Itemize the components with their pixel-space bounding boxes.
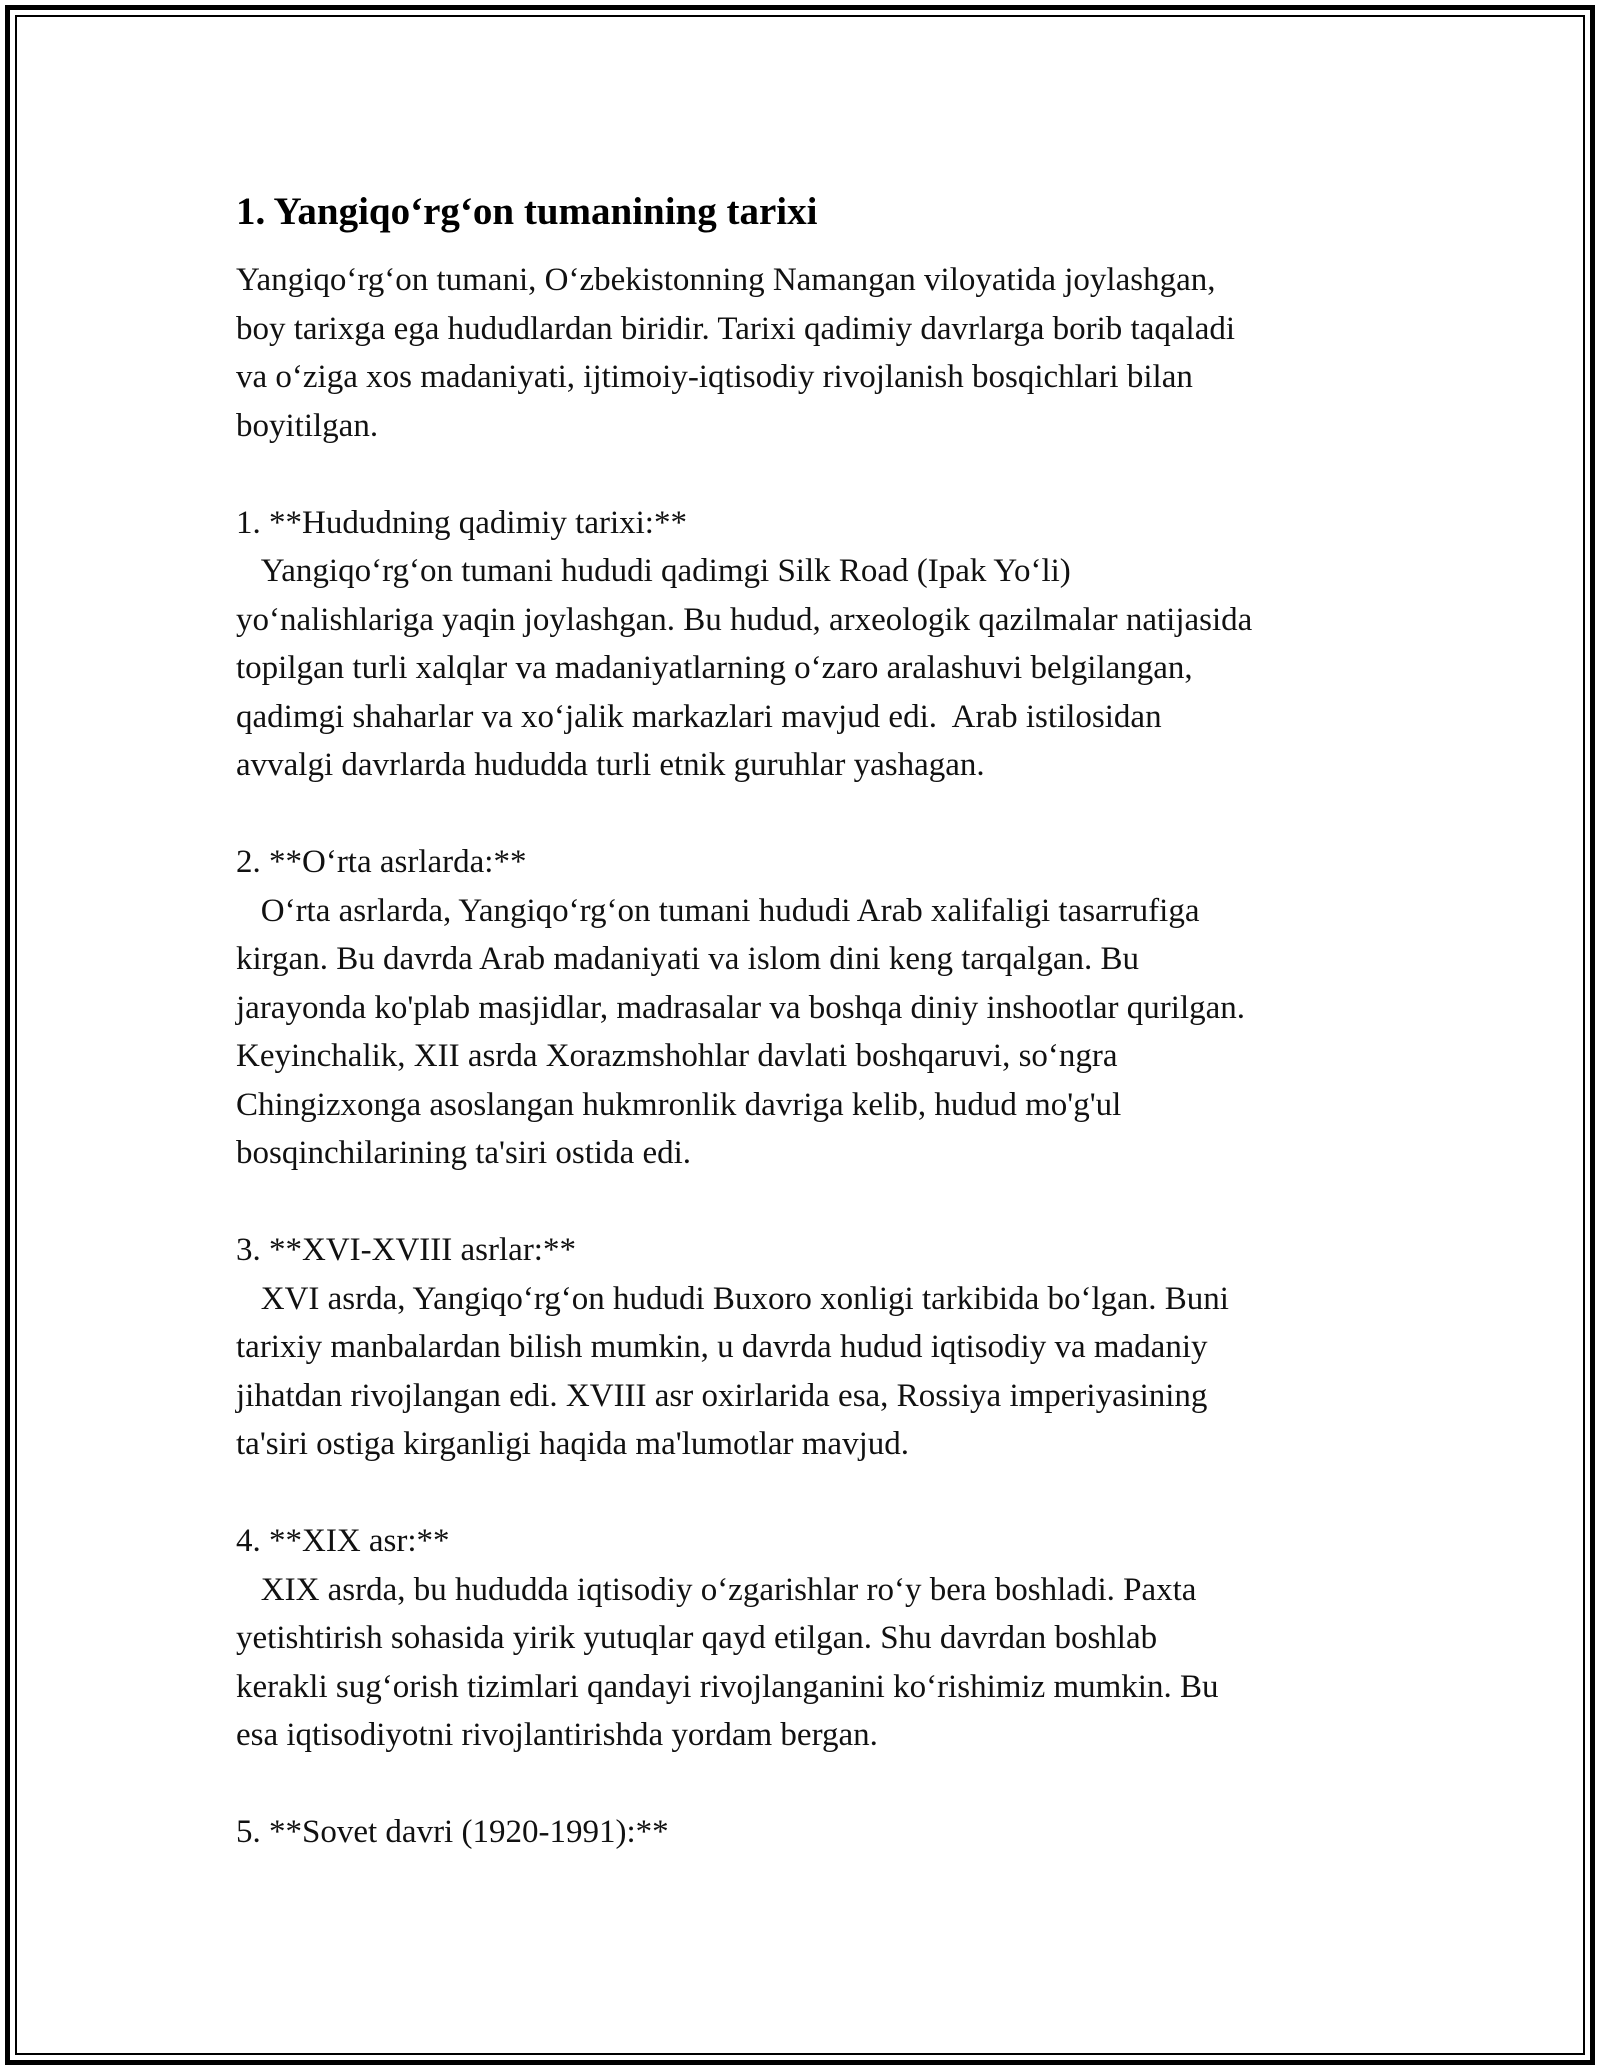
- paragraph-spacer: [236, 450, 1376, 499]
- section-body-ancient-history: Yangiqo‘rg‘on tumani hududi qadimgi Silk Road (Ipak Yo‘li) yo‘nalishlariga yaqin joylashgan. Bu hudud, arxeologik qazilmalar natijasida topilgan turli xalqlar va madaniyatlarning o‘zaro aralashuvi belgilangan, qadimgi shaharlar va xo‘jalik markazlari mavjud edi. Arab istilosidan avvalgi davrlarda hududda turli etnik guruhlar yashagan.: [236, 553, 1253, 783]
- section-heading-ancient-history: 1. **Hududning qadimiy tarixi:**: [236, 504, 687, 541]
- section-heading-soviet-period: 5. **Sovet davri (1920-1991):**: [236, 1814, 669, 1850]
- paragraph-spacer: [236, 1760, 1376, 1809]
- paragraph-spacer: [236, 790, 1376, 839]
- section-heading-middle-ages: 2. **O‘rta asrlarda:**: [236, 844, 527, 880]
- section-heading-19-century: 4. **XIX asr:**: [236, 1523, 450, 1559]
- intro-paragraph: Yangiqo‘rg‘on tumani, O‘zbekistonning Namangan viloyatida joylashgan, boy tarixga ega hududlardan biridir. Tarixi qadimiy davrlarga borib taqaladi va o‘ziga xos madaniyati, ijtimoiy-iqtisodiy rivojlanish bosqichlari bilan boyitilgan.: [236, 262, 1236, 444]
- paragraph-spacer: [236, 1469, 1376, 1518]
- section-body-16-18-centuries: XVI asrda, Yangiqo‘rg‘on hududi Buxoro xonligi tarkibida bo‘lgan. Buni tarixiy manbalardan bilish mumkin, u davrda hudud iqtisodiy va madaniy jihatdan rivojlangan edi. XVIII asr oxirlarida esa, Rossiya imperiyasining ta'siri ostiga kirganligi haqida ma'lumotlar mavjud.: [236, 1280, 1229, 1462]
- document-body: [236, 188, 1376, 1857]
- section-body-19-century: XIX asrda, bu hududda iqtisodiy o‘zgarishlar ro‘y bera boshladi. Paxta yetishtirish sohasida yirik yutuqlar qayd etilgan. Shu davrdan boshlab kerakli sug‘orish tizimlari qandayi rivojlanganini ko‘rishimiz mumkin. Bu esa iqtisodiyotni rivojlantirishda yordam bergan.: [236, 1571, 1219, 1753]
- paragraph-spacer: [236, 1178, 1376, 1227]
- section-body-middle-ages: O‘rta asrlarda, Yangiqo‘rg‘on tumani hududi Arab xalifaligi tasarrufiga kirgan. Bu davrda Arab madaniyati va islom dini keng tarqalgan. Bu jarayonda ko'plab masjidlar, madrasalar va boshqa diniy inshootlar qurilgan. Keyinchalik, XII asrda Xorazmshohlar davlati boshqaruvi, so‘ngra Chingizxonga asoslangan hukmronlik davriga kelib, hudud mo'g'ul bosqinchilarining ta'siri ostida edi.: [236, 892, 1246, 1171]
- section-heading-16-18-centuries: 3. **XVI-XVIII asrlar:**: [236, 1232, 576, 1268]
- document-title: 1. Yangiqo‘rg‘on tumanining tarixi: [236, 190, 818, 233]
